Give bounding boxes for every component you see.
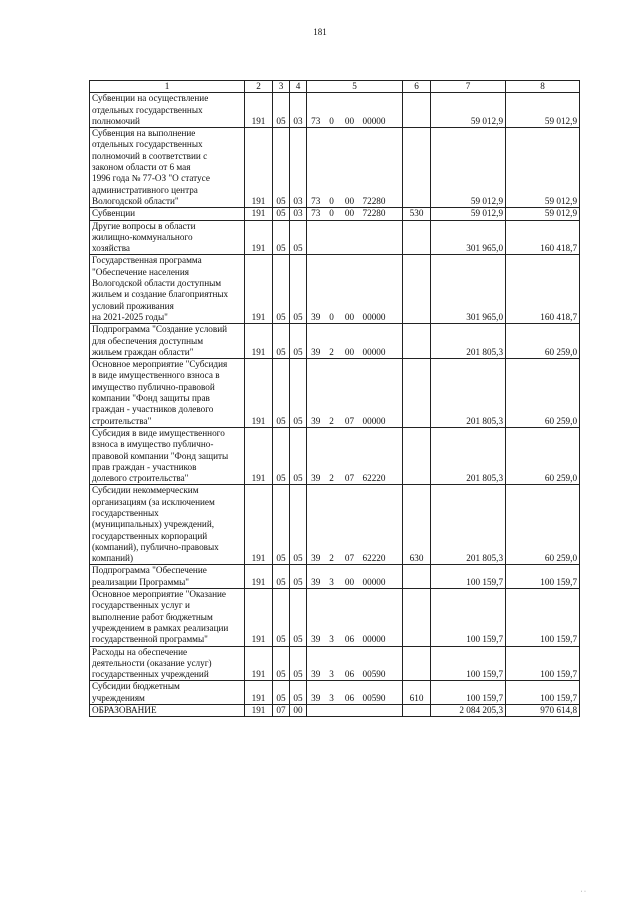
code-expense-type (403, 427, 431, 484)
table-row (90, 427, 580, 484)
code-target-direction (361, 220, 403, 255)
code-subsection: 05 (290, 359, 307, 428)
code-section: 05 (273, 485, 290, 565)
code-target-event: 00 (339, 324, 361, 359)
table-row (90, 255, 580, 324)
amount-2022: 100 159,7 (506, 681, 580, 705)
code-target-event: 00 (339, 208, 361, 220)
code-target-subprogram (325, 705, 339, 717)
amount-2022: 59 012,9 (506, 208, 580, 220)
table-body (90, 81, 580, 717)
code-subsection: 05 (290, 427, 307, 484)
code-target-direction (361, 705, 403, 717)
code-expense-type: 610 (403, 681, 431, 705)
code-target-program: 39 (307, 565, 325, 589)
code-target-subprogram: 3 (325, 565, 339, 589)
amount-2021: 201 805,3 (431, 485, 506, 565)
code-target-direction: 00000 (361, 255, 403, 324)
row-name: Расходы на обеспечение деятельности (оказание услуг) государственных учреждений (90, 646, 245, 681)
header-cell: 6 (403, 81, 431, 93)
code-target-direction: 62220 (361, 485, 403, 565)
page-number: 181 (313, 27, 327, 37)
row-name: Субвенции (90, 208, 245, 220)
code-expense-type (403, 220, 431, 255)
code-expense-type: 530 (403, 208, 431, 220)
code-ministry: 191 (245, 485, 273, 565)
row-name: Государственная программа "Обеспечение населения Вологодской области доступным жильем и создание благоприятных условий проживания на 2021-2025 годы" (90, 255, 245, 324)
code-section: 05 (273, 220, 290, 255)
amount-2022: 60 259,0 (506, 324, 580, 359)
code-ministry: 191 (245, 565, 273, 589)
code-target-subprogram: 2 (325, 427, 339, 484)
code-target-program: 39 (307, 255, 325, 324)
code-section: 05 (273, 208, 290, 220)
code-expense-type (403, 359, 431, 428)
code-expense-type (403, 705, 431, 717)
code-ministry: 191 (245, 681, 273, 705)
code-ministry: 191 (245, 359, 273, 428)
table-row (90, 128, 580, 208)
header-cell: 4 (290, 81, 307, 93)
code-ministry: 191 (245, 705, 273, 717)
table-row (90, 589, 580, 646)
code-target-program (307, 220, 325, 255)
code-expense-type (403, 255, 431, 324)
header-cell: 2 (245, 81, 273, 93)
code-target-program: 39 (307, 485, 325, 565)
code-target-direction: 62220 (361, 427, 403, 484)
code-target-event: 06 (339, 681, 361, 705)
amount-2021: 201 805,3 (431, 359, 506, 428)
header-cell: 3 (273, 81, 290, 93)
code-target-subprogram: 3 (325, 589, 339, 646)
code-subsection: 05 (290, 324, 307, 359)
code-target-program: 39 (307, 681, 325, 705)
code-target-program: 39 (307, 646, 325, 681)
code-target-program: 39 (307, 359, 325, 428)
amount-2021: 2 084 205,3 (431, 705, 506, 717)
code-section: 05 (273, 646, 290, 681)
amount-2021: 100 159,7 (431, 565, 506, 589)
row-name: Подпрограмма "Обеспечение реализации Программы" (90, 565, 245, 589)
code-subsection: 05 (290, 646, 307, 681)
code-expense-type (403, 589, 431, 646)
table-row (90, 359, 580, 428)
amount-2022: 100 159,7 (506, 565, 580, 589)
header-cell: 8 (506, 81, 580, 93)
amount-2022: 160 418,7 (506, 220, 580, 255)
code-target-subprogram: 3 (325, 681, 339, 705)
table-row (90, 208, 580, 220)
budget-table (89, 80, 580, 717)
amount-2021: 100 159,7 (431, 681, 506, 705)
amount-2022: 100 159,7 (506, 646, 580, 681)
code-subsection: 05 (290, 485, 307, 565)
code-ministry: 191 (245, 220, 273, 255)
code-section: 05 (273, 681, 290, 705)
code-expense-type (403, 128, 431, 208)
code-target-subprogram: 3 (325, 646, 339, 681)
row-name: Субвенция на выполнение отдельных государственных полномочий в соответствии с законом области от 6 мая 1996 года № 77-ОЗ "О статусе административного центра Вологодской области" (90, 128, 245, 208)
code-expense-type (403, 324, 431, 359)
code-target-subprogram: 0 (325, 208, 339, 220)
row-name: Субсидии некоммерческим организациям (за исключением государственных (муниципальных) учреждений, государственных корпораций (компаний), публично-правовых компаний) (90, 485, 245, 565)
code-expense-type: 630 (403, 485, 431, 565)
amount-2021: 59 012,9 (431, 208, 506, 220)
code-target-event: 00 (339, 128, 361, 208)
code-subsection: 05 (290, 255, 307, 324)
code-target-event: 07 (339, 485, 361, 565)
row-name: Субсидия в виде имущественного взноса в имущество публично- правовой компании "Фонд защиты прав граждан - участников долевого строительства" (90, 427, 245, 484)
code-subsection: 03 (290, 93, 307, 128)
code-subsection: 03 (290, 128, 307, 208)
code-target-direction: 00000 (361, 565, 403, 589)
code-target-event: 00 (339, 565, 361, 589)
code-target-direction: 00000 (361, 359, 403, 428)
code-target-program: 39 (307, 427, 325, 484)
code-ministry: 191 (245, 427, 273, 484)
code-ministry: 191 (245, 93, 273, 128)
table-row (90, 93, 580, 128)
code-target-event: 00 (339, 255, 361, 324)
amount-2021: 201 805,3 (431, 427, 506, 484)
code-expense-type (403, 565, 431, 589)
code-target-event: 07 (339, 359, 361, 428)
amount-2022: 100 159,7 (506, 589, 580, 646)
table-row (90, 220, 580, 255)
code-target-program: 73 (307, 128, 325, 208)
code-target-direction: 72280 (361, 128, 403, 208)
code-section: 05 (273, 565, 290, 589)
code-ministry: 191 (245, 646, 273, 681)
code-target-event (339, 705, 361, 717)
code-ministry: 191 (245, 324, 273, 359)
row-name: Основное мероприятие "Оказание государственных услуг и выполнение работ бюджетным учреждением в рамках реализации государственной программы" (90, 589, 245, 646)
code-target-subprogram: 2 (325, 359, 339, 428)
amount-2022: 59 012,9 (506, 93, 580, 128)
row-name: Субсидии бюджетным учреждениям (90, 681, 245, 705)
amount-2021: 201 805,3 (431, 324, 506, 359)
amount-2022: 59 012,9 (506, 128, 580, 208)
code-target-direction: 00000 (361, 324, 403, 359)
code-subsection: 05 (290, 220, 307, 255)
amount-2021: 100 159,7 (431, 589, 506, 646)
code-expense-type (403, 646, 431, 681)
amount-2021: 100 159,7 (431, 646, 506, 681)
code-subsection: 03 (290, 208, 307, 220)
code-target-program: 39 (307, 589, 325, 646)
code-section: 05 (273, 589, 290, 646)
table-row (90, 646, 580, 681)
code-ministry: 191 (245, 589, 273, 646)
row-name: Субвенции на осуществление отдельных государственных полномочий (90, 93, 245, 128)
row-name: Подпрограмма "Создание условий для обеспечения доступным жильем граждан области" (90, 324, 245, 359)
header-cell: 7 (431, 81, 506, 93)
row-name: ОБРАЗОВАНИЕ (90, 705, 245, 717)
code-section: 05 (273, 359, 290, 428)
code-target-program: 39 (307, 324, 325, 359)
code-section: 05 (273, 255, 290, 324)
table-row (90, 681, 580, 705)
table-row (90, 565, 580, 589)
table-header-row (90, 81, 580, 93)
table-row (90, 705, 580, 717)
code-subsection: 05 (290, 681, 307, 705)
amount-2022: 160 418,7 (506, 255, 580, 324)
amount-2022: 60 259,0 (506, 359, 580, 428)
code-section: 07 (273, 705, 290, 717)
code-target-subprogram: 2 (325, 485, 339, 565)
amount-2021: 59 012,9 (431, 93, 506, 128)
code-target-program: 73 (307, 208, 325, 220)
code-target-direction: 00000 (361, 589, 403, 646)
code-ministry: 191 (245, 208, 273, 220)
amount-2021: 301 965,0 (431, 255, 506, 324)
amount-2022: 60 259,0 (506, 485, 580, 565)
code-subsection: 00 (290, 705, 307, 717)
code-target-event: 07 (339, 427, 361, 484)
code-target-direction: 72280 (361, 208, 403, 220)
code-subsection: 05 (290, 565, 307, 589)
code-section: 05 (273, 324, 290, 359)
code-target-direction: 00590 (361, 681, 403, 705)
amount-2021: 301 965,0 (431, 220, 506, 255)
code-target-event: 06 (339, 646, 361, 681)
row-name: Основное мероприятие "Субсидия в виде имущественного взноса в имущество публично-правовой компании "Фонд защиты прав граждан - участников долевого строительства" (90, 359, 245, 428)
scan-mark: · · (580, 889, 586, 895)
code-target-subprogram: 0 (325, 255, 339, 324)
code-target-subprogram (325, 220, 339, 255)
amount-2022: 970 614,8 (506, 705, 580, 717)
code-target-direction: 00590 (361, 646, 403, 681)
code-ministry: 191 (245, 255, 273, 324)
code-target-subprogram: 2 (325, 324, 339, 359)
header-cell: 1 (90, 81, 245, 93)
table-row (90, 485, 580, 565)
code-target-program: 73 (307, 93, 325, 128)
code-ministry: 191 (245, 128, 273, 208)
amount-2022: 60 259,0 (506, 427, 580, 484)
code-subsection: 05 (290, 589, 307, 646)
code-target-event (339, 220, 361, 255)
code-expense-type (403, 93, 431, 128)
code-section: 05 (273, 128, 290, 208)
amount-2021: 59 012,9 (431, 128, 506, 208)
header-cell: 5 (307, 81, 403, 93)
code-target-subprogram: 0 (325, 128, 339, 208)
table-row (90, 324, 580, 359)
code-target-direction: 00000 (361, 93, 403, 128)
code-target-subprogram: 0 (325, 93, 339, 128)
code-section: 05 (273, 93, 290, 128)
code-section: 05 (273, 427, 290, 484)
row-name: Другие вопросы в области жилищно-коммунального хозяйства (90, 220, 245, 255)
code-target-event: 06 (339, 589, 361, 646)
code-target-event: 00 (339, 93, 361, 128)
code-target-program (307, 705, 325, 717)
